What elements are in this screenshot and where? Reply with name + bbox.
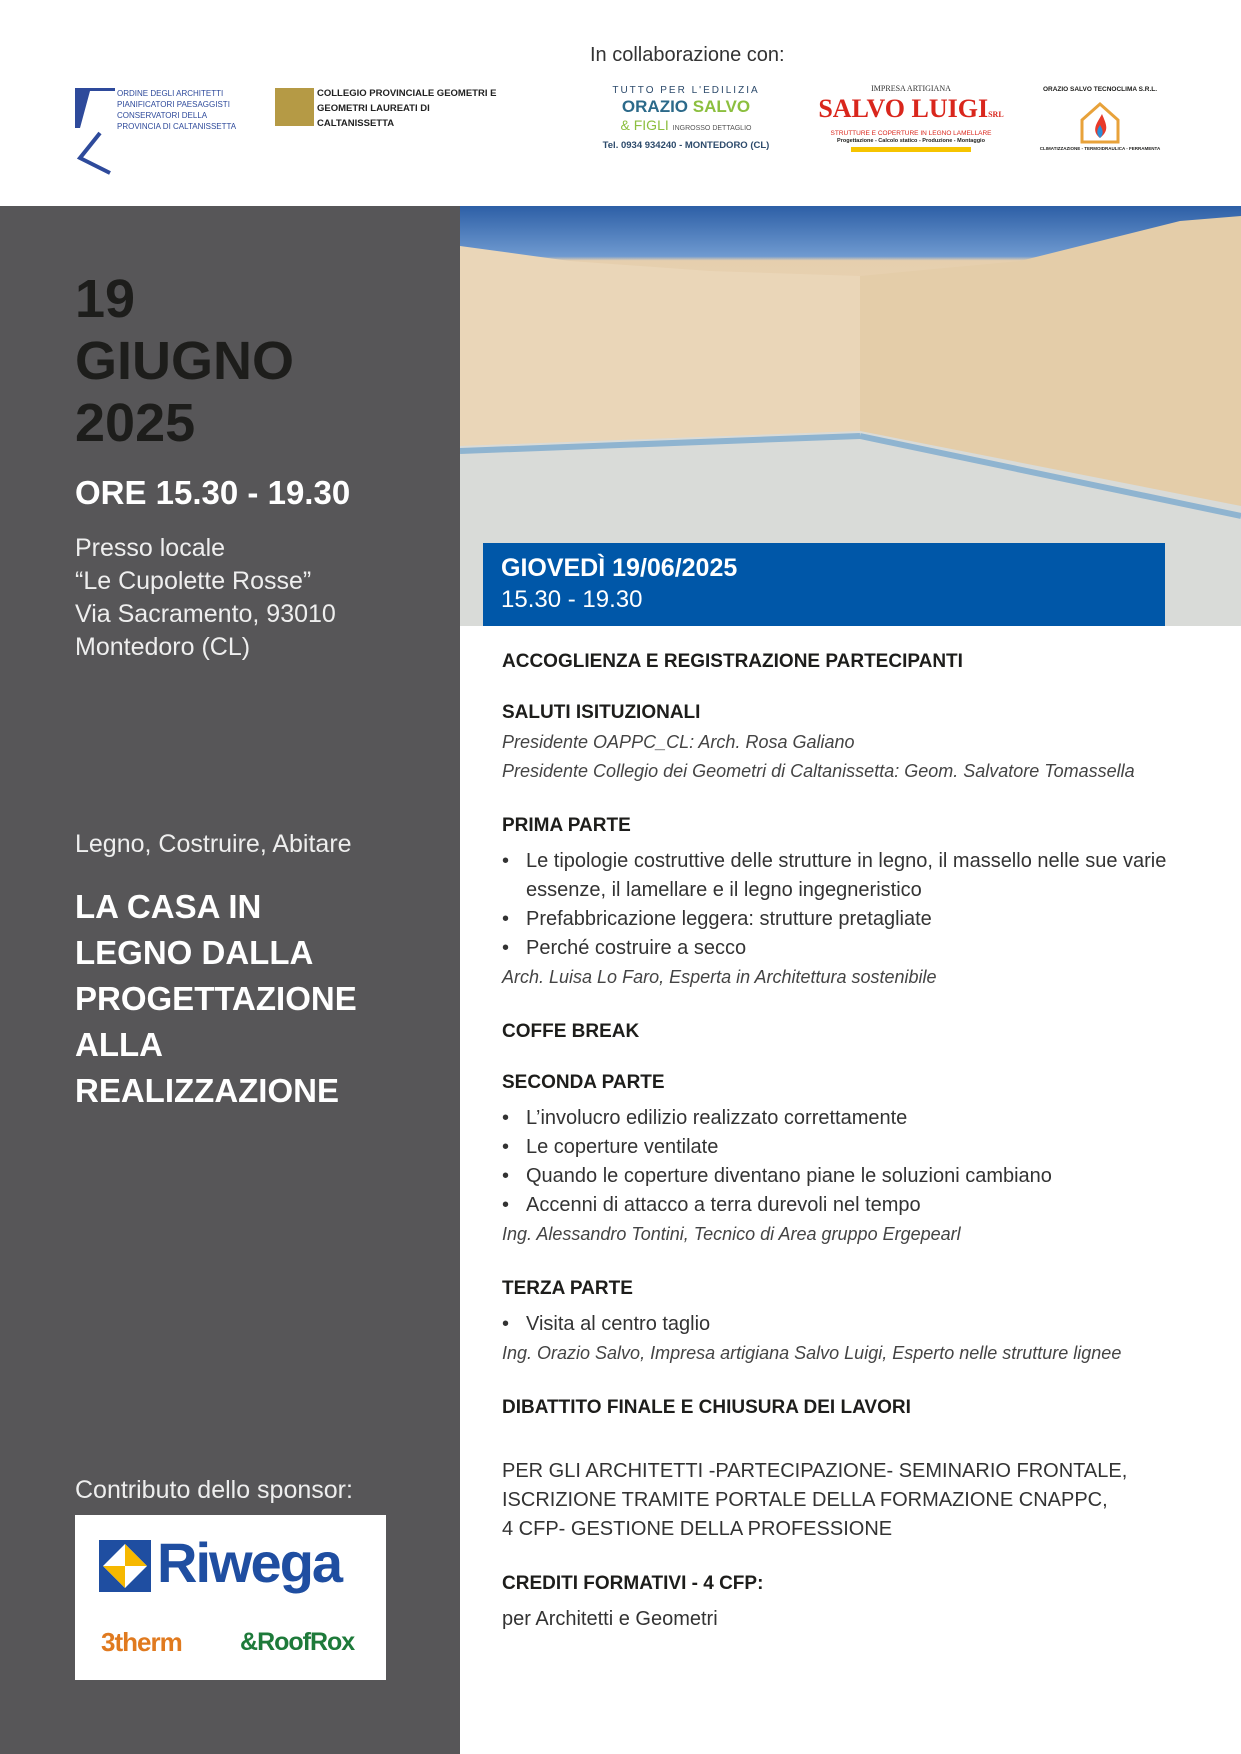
list-item: • Le tipologie costruttive delle strutture in legno, il massello nelle sue varie essenze, il lamellare e il legno ingegneristico [502, 847, 1202, 905]
section-welcome: ACCOGLIENZA E REGISTRAZIONE PARTECIPANTI [502, 651, 963, 672]
speaker-note: Presidente OAPPC_CL: Arch. Rosa Galiano [502, 732, 855, 752]
event-subtitle: Legno, Costruire, Abitare [75, 830, 352, 858]
event-title: LA CASA IN LEGNO DALLA PROGETTAZIONE ALLA REALIZZAZIONE [75, 888, 357, 1109]
event-date: 19 GIUGNO 2025 [75, 269, 295, 453]
collab-label: In collaborazione con: [590, 44, 785, 66]
tecnoclima-logo: ORAZIO SALVO TECNOCLIMA S.R.L. CLIMATIZZAZIONE - TERMOIDRAULICA - FERRAMENTA [1039, 86, 1161, 151]
riwega-mark-icon [99, 1540, 151, 1592]
orazio-salvo-logo: TUTTO PER L'EDILIZIA ORAZIO SALVO & FIGLI INGROSSO DETTAGLIO Tel. 0934 934240 - MONTEDORO (CL) [602, 85, 770, 151]
list-item: • Quando le coperture diventano piane le soluzioni cambiano [502, 1162, 1202, 1191]
sponsor-logo: Riwega 3therm &RoofRox [75, 1515, 386, 1680]
list-item: • Perché costruire a secco [502, 934, 1202, 963]
section-part-three: TERZA PARTE [502, 1278, 633, 1299]
speaker-note: Ing. Alessandro Tontini, Tecnico di Area gruppo Ergepearl [502, 1224, 961, 1244]
list-item: • L’involucro edilizio realizzato correttamente [502, 1104, 1202, 1133]
event-date-banner: GIOVEDÌ 19/06/2025 15.30 - 19.30 [483, 543, 1165, 626]
list-item: • Accenni di attacco a terra durevoli nel tempo [502, 1191, 1202, 1220]
list-item: • Prefabbricazione leggera: strutture pretagliate [502, 905, 1202, 934]
architects-info: PER GLI ARCHITETTI -PARTECIPAZIONE- SEMINARIO FRONTALE, ISCRIZIONE TRAMITE PORTALE DELLA FORMAZIONE CNAPPC, 4 CFP- GESTIONE DELLA PROFESSIONE [502, 1460, 1128, 1540]
speaker-note: Ing. Orazio Salvo, Impresa artigiana Salvo Luigi, Esperto nelle strutture lignee [502, 1343, 1122, 1363]
section-part-one: PRIMA PARTE [502, 815, 631, 836]
speaker-note: Presidente Collegio dei Geometri di Caltanissetta: Geom. Salvatore Tomassella [502, 761, 1135, 781]
sponsor-label: Contributo dello sponsor: [75, 1476, 353, 1504]
section-closing: DIBATTITO FINALE E CHIUSURA DEI LAVORI [502, 1397, 911, 1418]
event-time: ORE 15.30 - 19.30 [75, 474, 351, 511]
credits-audience: per Architetti e Geometri [502, 1608, 718, 1630]
section-greetings: SALUTI ISITUZIONALI [502, 702, 701, 723]
list-item: • Visita al centro taglio [502, 1310, 1202, 1339]
list-item: • Le coperture ventilate [502, 1133, 1202, 1162]
house-flame-icon [1078, 100, 1122, 144]
section-coffee-break: COFFE BREAK [502, 1021, 640, 1042]
section-part-two: SECONDA PARTE [502, 1072, 665, 1093]
speaker-note: Arch. Luisa Lo Faro, Esperta in Architettura sostenibile [502, 967, 937, 987]
event-venue: Presso locale “Le Cupolette Rosse” Via Sacramento, 93010 Montedoro (CL) [75, 534, 336, 661]
credits-heading: CREDITI FORMATIVI - 4 CFP: [502, 1573, 764, 1594]
salvo-luigi-logo: IMPRESA ARTIGIANA SALVO LUIGISRL STRUTTURE E COPERTURE IN LEGNO LAMELLARE Progettazione - Calcolo statico - Produzione - Montaggio [805, 84, 1017, 154]
program [502, 650, 1202, 1634]
